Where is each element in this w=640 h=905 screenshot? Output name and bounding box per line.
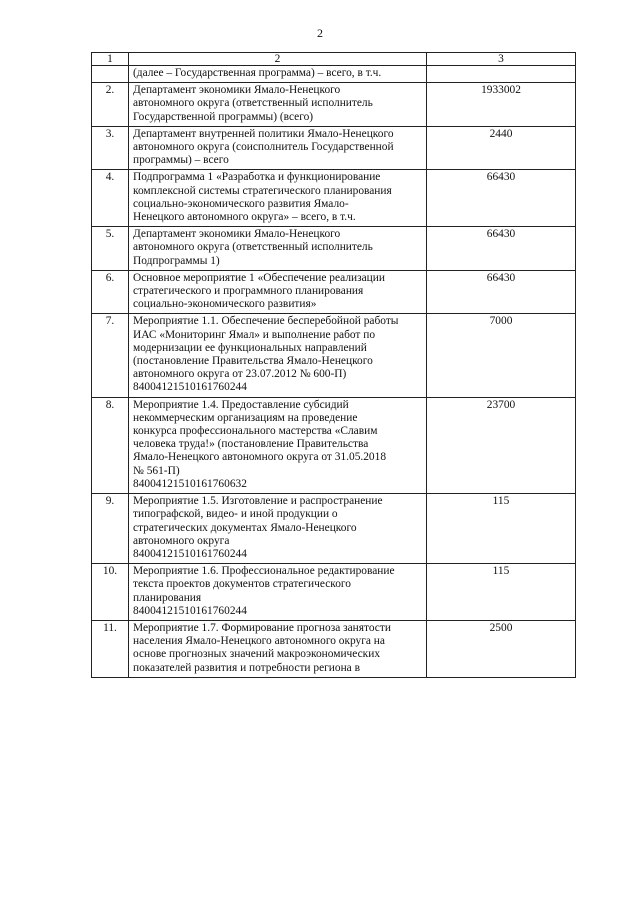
row-description: Основное мероприятие 1 «Обеспечение реализации стратегического и программного планирования социально-экономического развития» <box>129 270 427 314</box>
row-amount: 23700 <box>427 397 576 493</box>
table-row <box>92 83 576 127</box>
row-amount: 2440 <box>427 126 576 170</box>
table-body <box>92 66 576 678</box>
row-amount <box>427 66 576 83</box>
row-description: Мероприятие 1.1. Обеспечение бесперебойной работы ИАС «Мониторинг Ямал» и выполнение работ по модернизации ее функциональных направлений (постановление Правительства Ямало-Ненецкого автономного округа от 23.07.2012 № 600-П) 84004121510161760244 <box>129 314 427 397</box>
row-description: Подпрограмма 1 «Разработка и функционирование комплексной системы стратегического планирования социально-экономического развития Ямало- Ненецкого автономного округа» – всего, в т.ч. <box>129 170 427 227</box>
table-row <box>92 170 576 227</box>
table-row <box>92 564 576 621</box>
row-amount: 115 <box>427 494 576 564</box>
header-col-1: 1 <box>92 53 129 66</box>
row-number: 5. <box>92 227 129 271</box>
row-amount: 66430 <box>427 227 576 271</box>
header-col-3: 3 <box>427 53 576 66</box>
table-row <box>92 270 576 314</box>
row-number: 2. <box>92 83 129 127</box>
row-number: 4. <box>92 170 129 227</box>
header-col-2: 2 <box>129 53 427 66</box>
table-row <box>92 494 576 564</box>
row-description: Мероприятие 1.6. Профессиональное редактирование текста проектов документов стратегического планирования 84004121510161760244 <box>129 564 427 621</box>
table-row <box>92 66 576 83</box>
budget-table <box>91 52 576 678</box>
row-number: 9. <box>92 494 129 564</box>
table-row <box>92 397 576 493</box>
row-description: Департамент внутренней политики Ямало-Ненецкого автономного округа (соисполнитель Государственной программы) – всего <box>129 126 427 170</box>
row-number: 6. <box>92 270 129 314</box>
row-number: 7. <box>92 314 129 397</box>
row-amount: 66430 <box>427 270 576 314</box>
row-amount: 1933002 <box>427 83 576 127</box>
row-description: Мероприятие 1.7. Формирование прогноза занятости населения Ямало-Ненецкого автономного округа на основе прогнозных значений макроэкономических показателей развития и потребности региона в <box>129 620 427 677</box>
table-row <box>92 314 576 397</box>
row-number: 8. <box>92 397 129 493</box>
table-row <box>92 126 576 170</box>
row-description: Департамент экономики Ямало-Ненецкого автономного округа (ответственный исполнитель Подпрограммы 1) <box>129 227 427 271</box>
row-amount: 66430 <box>427 170 576 227</box>
page-number: 2 <box>317 26 323 40</box>
table-row <box>92 227 576 271</box>
row-description: Департамент экономики Ямало-Ненецкого автономного округа (ответственный исполнитель Государственной программы) (всего) <box>129 83 427 127</box>
row-number: 10. <box>92 564 129 621</box>
row-description: Мероприятие 1.4. Предоставление субсидий некоммерческим организациям на проведение конкурса профессионального мастерства «Славим человека труда!» (постановление Правительства Ямало-Ненецкого автономного округа от 31.05.2018 № 561-П) 84004121510161760632 <box>129 397 427 493</box>
row-number <box>92 66 129 83</box>
table-row <box>92 620 576 677</box>
row-description: Мероприятие 1.5. Изготовление и распространение типографской, видео- и иной продукции о стратегических документах Ямало-Ненецкого автономного округа 84004121510161760244 <box>129 494 427 564</box>
row-number: 3. <box>92 126 129 170</box>
row-amount: 7000 <box>427 314 576 397</box>
row-description: (далее – Государственная программа) – всего, в т.ч. <box>129 66 427 83</box>
table-header-row <box>92 53 576 66</box>
row-amount: 115 <box>427 564 576 621</box>
row-amount: 2500 <box>427 620 576 677</box>
row-number: 11. <box>92 620 129 677</box>
